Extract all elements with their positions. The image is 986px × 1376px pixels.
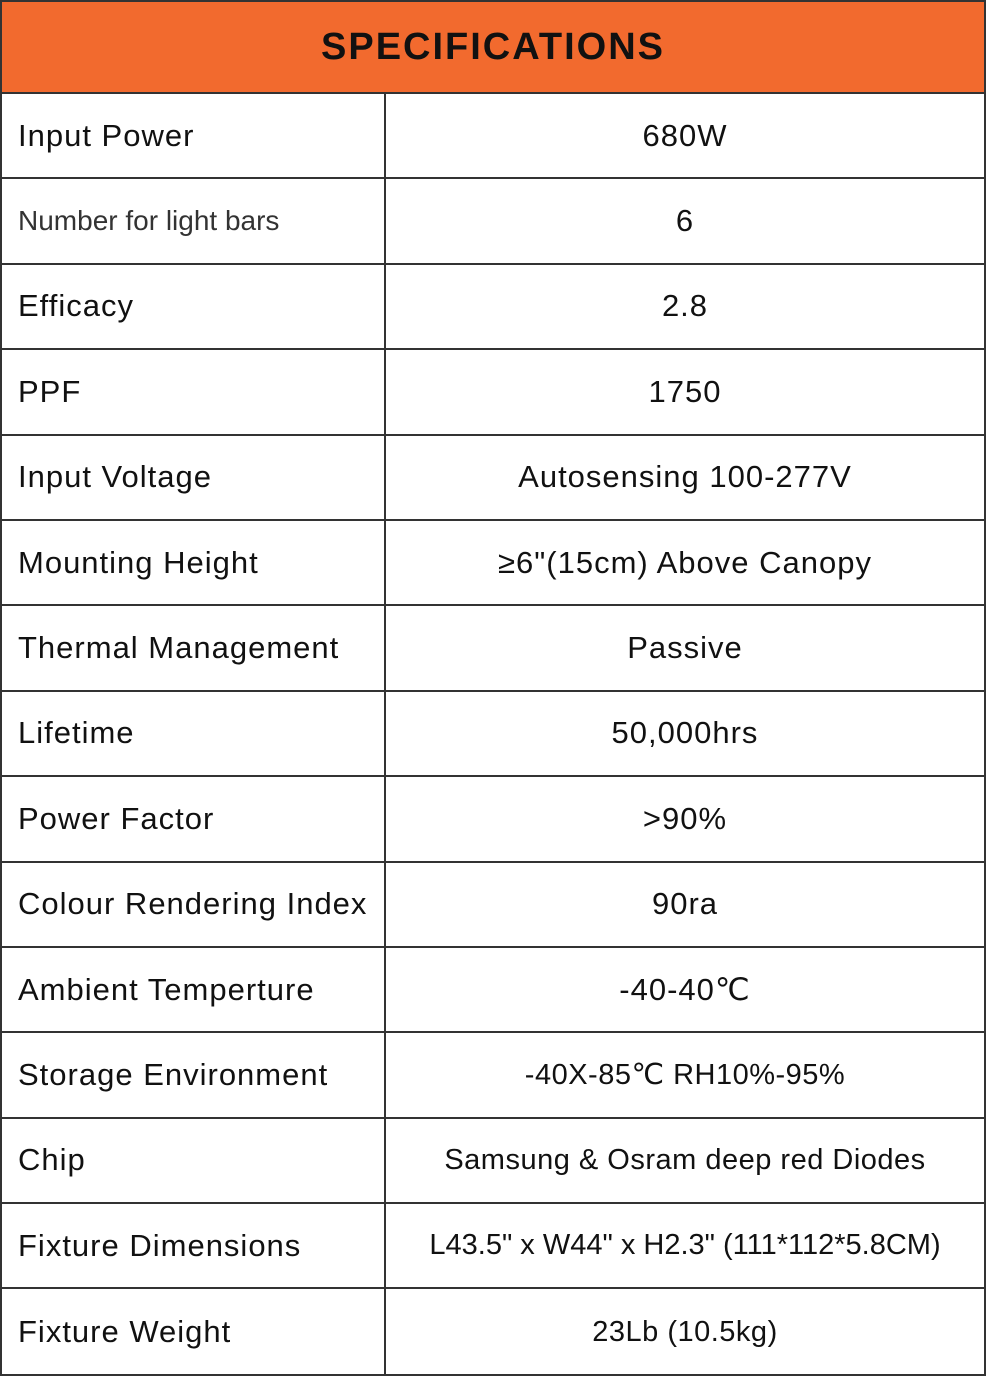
spec-label: Fixture Dimensions <box>2 1204 386 1287</box>
spec-label: Storage Environment <box>2 1033 386 1116</box>
spec-row-power-factor <box>2 777 984 862</box>
spec-label: Chip <box>2 1119 386 1202</box>
spec-label: Power Factor <box>2 777 386 860</box>
spec-value: -40X-85℃ RH10%-95% <box>524 1059 846 1092</box>
spec-row-fixture-dimensions <box>2 1204 984 1289</box>
spec-label: Mounting Height <box>2 521 386 604</box>
spec-label: Thermal Management <box>2 606 386 689</box>
spec-value: -40-40℃ <box>619 971 751 1007</box>
spec-value: ≥6"(15cm) Above Canopy <box>498 544 872 580</box>
spec-label: Lifetime <box>2 692 386 775</box>
spec-row-ppf <box>2 350 984 435</box>
spec-row-ambient-temperature <box>2 948 984 1033</box>
spec-label: Efficacy <box>2 265 386 348</box>
spec-row-colour-rendering-index <box>2 863 984 948</box>
spec-row-number-of-light-bars <box>2 179 984 264</box>
spec-value: 6 <box>675 203 695 239</box>
spec-rows <box>2 94 984 1375</box>
table-title: SPECIFICATIONS <box>321 25 665 68</box>
spec-value: 1750 <box>648 373 722 409</box>
spec-value: Samsung & Osram deep red Diodes <box>444 1143 926 1176</box>
spec-value: >90% <box>642 800 728 836</box>
spec-label: Input Voltage <box>2 436 386 519</box>
spec-row-mounting-height <box>2 521 984 606</box>
spec-value: L43.5" x W44" x H2.3" (111*112*5.8CM) <box>429 1229 941 1262</box>
spec-label: Fixture Weight <box>2 1289 386 1374</box>
table-header <box>2 2 984 94</box>
spec-row-fixture-weight <box>2 1289 984 1374</box>
spec-label: Input Power <box>2 94 386 177</box>
spec-row-efficacy <box>2 265 984 350</box>
spec-value: 90ra <box>651 886 719 922</box>
spec-value: 23Lb (10.5kg) <box>592 1315 778 1348</box>
spec-row-thermal-management <box>2 606 984 691</box>
spec-row-storage-environment <box>2 1033 984 1118</box>
spec-row-lifetime <box>2 692 984 777</box>
spec-label: Ambient Temperture <box>2 948 386 1031</box>
spec-row-input-voltage <box>2 436 984 521</box>
spec-row-input-power <box>2 94 984 179</box>
spec-label: Colour Rendering Index <box>2 863 386 946</box>
spec-label: PPF <box>2 350 386 433</box>
spec-value: Passive <box>627 630 743 666</box>
spec-value: 50,000hrs <box>611 715 759 751</box>
spec-value: Autosensing 100-277V <box>518 459 852 495</box>
spec-value: 2.8 <box>661 288 709 324</box>
spec-value: 680W <box>642 117 728 153</box>
spec-row-chip <box>2 1119 984 1204</box>
spec-label: Number for light bars <box>2 179 386 262</box>
